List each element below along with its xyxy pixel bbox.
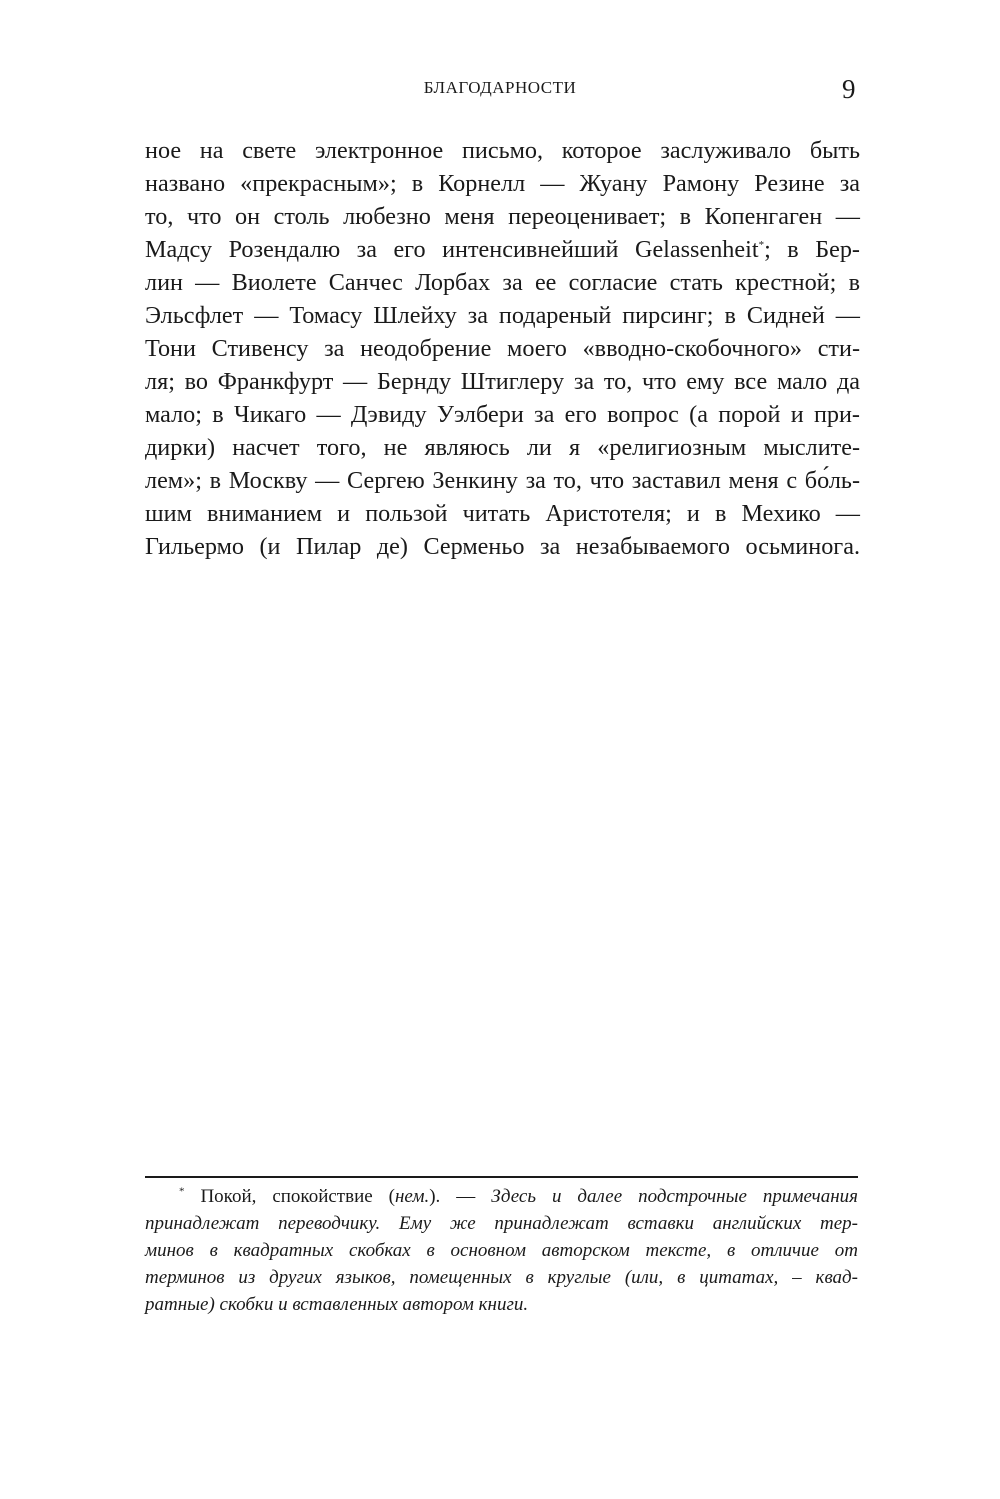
footnote-marker: * (179, 1185, 185, 1198)
text-line-5: лин — Виолете Санчес Лорбах за ее согласие стать крестной; в (145, 269, 860, 296)
main-text (145, 134, 860, 563)
footnote-line-3: минов в квадратных скобках в основном авторском тексте, в отличие от (145, 1240, 858, 1261)
footnote (145, 1183, 858, 1318)
text-line-7: Тони Стивенсу за неодобрение моего «вводно-скобочного» сти- (145, 335, 860, 362)
footnote-reference[interactable]: * (758, 238, 765, 251)
footnote-line-2: принадлежат переводчику. Ему же принадлежат вставки английских тер- (145, 1213, 858, 1234)
text-line-4-main: Мадсу Розендалю за его интенсивнейший Gelassenheit (145, 236, 759, 263)
text-line-4 (145, 233, 860, 266)
text-line-4-tail: ; в Бер- (764, 236, 860, 263)
text-line-2: названо «прекрасным»; в Корнелл — Жуану Рамону Резине за (145, 170, 860, 197)
text-line-13: Гильермо (и Пилар де) Серменьо за незабываемого осьминога. (145, 533, 860, 560)
text-line-10: дирки) насчет того, не являюсь ли я «религиозным мыслите- (145, 434, 860, 461)
footnote-line-1-italic: Здесь и далее подстрочные примечания (491, 1186, 858, 1207)
text-line-3: то, что он столь любезно меня переоценивает; в Копенгаген — (145, 203, 860, 230)
page-number: 9 (842, 74, 856, 104)
footnote-language: нем. (394, 1186, 430, 1207)
running-title: БЛАГОДАРНОСТИ (423, 78, 577, 97)
text-line-11: лем»; в Москву — Сергею Зенкину за то, что заставил меня с бо́ль- (145, 467, 860, 494)
text-line-12: шим вниманием и пользой читать Аристотеля; и в Мехико — (145, 500, 860, 527)
footnote-line-1 (145, 1183, 858, 1210)
footnote-lead: Покой, спокойствие ( (184, 1186, 395, 1207)
footnote-line-5: ратные) скобки и вставленных автором книги. (145, 1294, 529, 1315)
footnote-divider (145, 1176, 858, 1178)
text-line-1: ное на свете электронное письмо, которое заслуживало быть (145, 137, 860, 164)
text-line-8: ля; во Франкфурт — Бернду Штиглеру за то, что ему все мало да (145, 368, 860, 395)
text-line-6: Эльсфлет — Томасу Шлейху за подареный пирсинг; в Сидней — (145, 302, 860, 329)
footnote-line-4: терминов из других языков, помещенных в круглые (или, в цитатах, – квад- (145, 1267, 858, 1288)
text-line-9: мало; в Чикаго — Дэвиду Уэлбери за его вопрос (а порой и при- (145, 401, 860, 428)
footnote-after-language: ). — (429, 1186, 492, 1207)
